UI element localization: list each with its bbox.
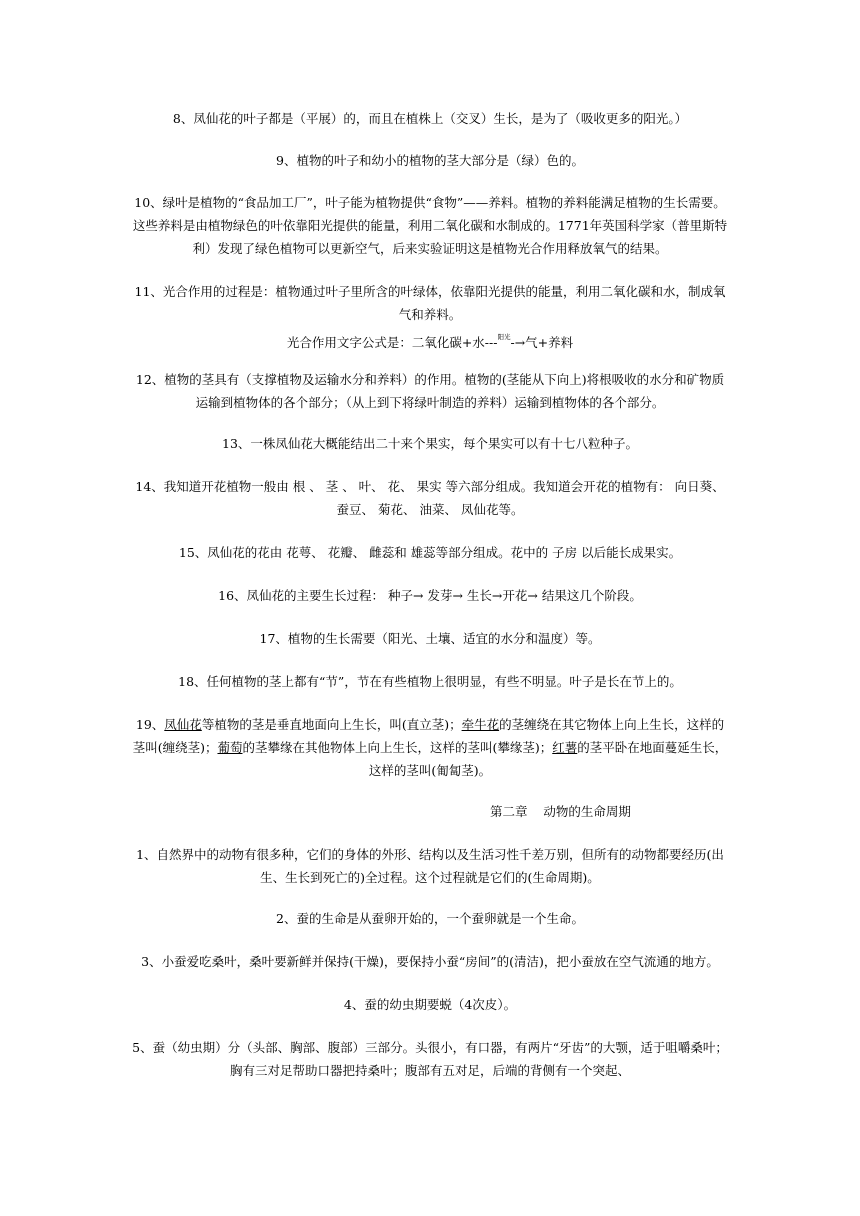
paragraph-15: 15、凤仙花的花由 花萼、 花瓣、 雌蕊和 雄蕊等部分组成。花中的 子房 以后能长成果实。 [178, 545, 682, 560]
paragraph-11: 11、光合作用的过程是：植物通过叶子里所含的叶绿体，依靠阳光提供的能量，利用二氧化碳和水，制成氧气和养料。 [134, 284, 726, 322]
p19-text-4: 的茎攀缘在其他物体上向上生长，这样的茎叫(攀缘茎)； [242, 740, 553, 755]
paragraph-17: 17、植物的生长需要（阳光、土壤、适宜的水分和温度）等。 [259, 631, 601, 646]
formula-sunlight-label: 阳光 [497, 333, 511, 341]
paragraph-16: 16、凤仙花的主要生长过程： 种子→ 发芽→ 生长→开花→ 结果这几个阶段。 [218, 588, 642, 603]
paragraph-13: 13、一株凤仙花大概能结出二十来个果实，每个果实可以有十七八粒种子。 [222, 436, 638, 451]
paragraph-19 [130, 713, 730, 782]
photosynthesis-formula [130, 326, 730, 354]
chapter2-paragraph-5: 5、蚕（幼虫期）分（头部、胸部、腹部）三部分。头很小，有口器，有两片“牙齿”的大颚，适于咀嚼桑叶；胸有三对足帮助口器把持桑叶；腹部有五对足，后端的背侧有一个突起、 [132, 1040, 728, 1078]
p19-underline-impatiens: 凤仙花 [164, 717, 202, 732]
paragraph-14: 14、我知道开花植物一般由 根 、 茎 、 叶、 花、 果实 等六部分组成。我知道会开花的植物有： 向日葵、蚕豆、 菊花、 油菜、 凤仙花等。 [135, 479, 725, 517]
p19-text-5: 的茎平卧在地面蔓延生长，这样的茎叫(匍匐茎)。 [368, 740, 728, 778]
formula-left: 光合作用文字公式是：二氧化碳+水--- [286, 335, 498, 350]
chapter-heading: 第二章 动物的生命周期 [490, 804, 631, 819]
p19-text-1: 19、 [135, 717, 165, 732]
p19-underline-morning-glory: 牵牛花 [461, 717, 500, 732]
paragraph-18: 18、任何植物的茎上都有“节”，节在有些植物上很明显，有些不明显。叶子是长在节上的。 [178, 674, 682, 689]
paragraph-9: 9、植物的叶子和幼小的植物的茎大部分是（绿）色的。 [276, 153, 584, 168]
paragraph-12: 12、植物的茎具有（支撑植物及运输水分和养料）的作用。植物的(茎能从下向上)将根吸收的水分和矿物质运输到植物体的各个部分；（从上到下将绿叶制造的养料）运输到植物体的各个部分。 [135, 372, 725, 410]
paragraph-10: 10、绿叶是植物的“食品加工厂”，叶子能为植物提供“食物”——养料。植物的养料能满足植物的生长需要。这些养料是由植物绿色的叶依靠阳光提供的能量，利用二氧化碳和水制成的。1771年英国科学家（普里斯特利）发现了绿色植物可以更新空气，后来实验证明这是植物光合作用释放氧气的结果。 [132, 195, 728, 256]
formula-right: -→气+养料 [510, 335, 574, 350]
p19-text-2: 等植物的茎是垂直地面向上生长，叫(直立茎)； [201, 717, 462, 732]
chapter2-paragraph-2: 2、蚕的生命是从蚕卵开始的，一个蚕卵就是一个生命。 [276, 911, 584, 926]
chapter2-paragraph-4: 4、蚕的幼虫期要蜕（4次皮）。 [343, 997, 517, 1012]
chapter2-paragraph-3: 3、小蚕爱吃桑叶，桑叶要新鲜并保持(干燥)，要保持小蚕“房间”的(清洁)，把小蚕放在空气流通的地方。 [141, 954, 719, 969]
p19-underline-grape: 葡萄 [217, 740, 243, 755]
chapter2-paragraph-1: 1、自然界中的动物有很多种，它们的身体的外形、结构以及生活习性千差万别，但所有的动物都要经历(出生、生长到死亡的)全过程。这个过程就是它们的(生命周期)。 [136, 847, 724, 885]
paragraph-8: 8、凤仙花的叶子都是（平展）的，而且在植株上（交叉）生长，是为了（吸收更多的阳光。） [172, 111, 688, 126]
p19-underline-sweet-potato: 红薯 [552, 740, 578, 755]
p19-text-3: 的茎缠绕在其它物体上向上生长，这样的茎叫(缠绕茎)； [132, 717, 725, 755]
